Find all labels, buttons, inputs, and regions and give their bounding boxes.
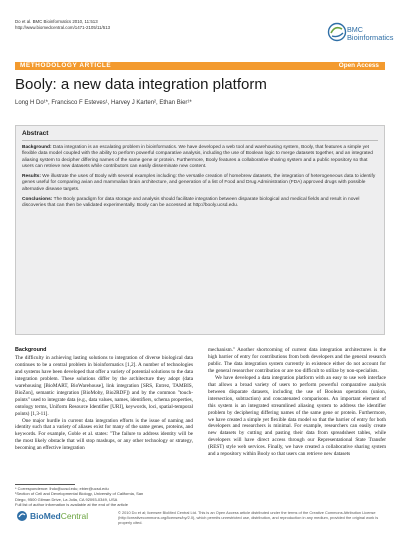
section-heading-background: Background — [15, 347, 47, 353]
open-access-badge: Open Access — [338, 62, 379, 69]
biomed-central-logo[interactable]: BioMedCentral — [16, 510, 86, 522]
affiliation-note: Diego, 9500 Gilman Drive, La Jolla, CA 92093-0349, USA — [15, 496, 118, 502]
footnote-divider — [15, 484, 75, 485]
abstract-conclusions: Conclusions: The Booly paradigm for data storage and analysis should facilitate integration between disparate biological and medical fields and result in novel discoveries that can then be validated experimentally. Booly can be accessed at http://booly.ucsd.edu. — [22, 197, 360, 209]
body-paragraph: We have developed a data integration platform with an easy to use web interface that allows a broad variety of users to perform powerful comparative analysis between disparate datasets, including the use of Boolean operations (union, intersection, subtraction) and concatenated comparisons. An important element of this system is an integrated streamlined aliasing system to address the identifier problem by deciphering differing names of the same gene or protein. Furthermore, we have created a simple yet flexible data model so that the barrier of entry for both developers and researchers is minimal. For example, researchers can easily create new datasets by cutting and pasting their data from spreadsheet tables, while developers will have direct access through our Representational State Transfer (REST) style web services. Finally, we have created a collaborative sharing system and a repository within Booly so that users can retrieve new datasets — [208, 374, 386, 458]
abstract-heading: Abstract — [22, 130, 378, 141]
affiliation-note: ¹Section of Cell and Developmental Biology, University of California, San — [15, 491, 144, 497]
author-info-note: Full list of author information is available at the end of the article — [15, 501, 128, 507]
body-column-right — [208, 347, 386, 458]
running-header — [15, 19, 315, 31]
abstract-box — [15, 125, 385, 335]
body-paragraph: mechanism." Another shortcoming of current data integration architectures is the high barrier of entry for contributions from both developers and the general research public. The data integration system currently in existence either do not account for the general researcher contribution or are too difficult to utilize by non-specialists. — [208, 347, 386, 374]
citation-line: Do et al. BMC Bioinformatics 2010, 11:513 — [15, 19, 98, 24]
abstract-results: Results: We illustrate the uses of Booly with several examples including: the versatile creation of homebrew datasets, the integration of heterogeneous data to identify genes useful for comparing avian and mammalian brain architecture, and generation of a list of Food and Drug Administration (FDA) approved drugs with possible alternative disease targets. — [22, 174, 376, 192]
article-url-link[interactable]: http://www.biomedcentral.com/1471-2105/11/513 — [15, 25, 111, 31]
bmc-bioinformatics-logo[interactable] — [327, 22, 397, 52]
correspondence-note: * Correspondence: lhdo@ucsd.edu; ebier@ucsd.edu — [15, 486, 109, 491]
article-type-banner — [15, 62, 385, 70]
author-list: Long H Do¹*, Francisco F Esteves¹, Harvey J Karten², Ethan Bier¹* — [15, 100, 192, 106]
bmc-swirl-icon — [327, 22, 347, 42]
body-paragraph: The difficulty in achieving lasting solutions to integration of diverse biological data continues to be a central problem in bioinformatics [1,2]. A number of technologies and systems have been developed that offer a variety of potential solutions to the data integration problem. These solutions differ by the architecture they adopt (data warehousing [BioMART, BioWarehouse], link integration [SRS, Entrez, TAMBIS, BioZon], semantic integration [BioMoby, Bio2RDF]) and by the common "touch-points" used to integrate data (e.g., data values, names, identifiers, schema properties, ontology terms, Uniform Resource Identifier [URI], keywords, loci, spatial-temporal points) [1,3-11]. — [15, 354, 193, 417]
body-paragraph: One major hurdle in current data integration efforts is the issue of naming and identity such that a variety of aliases exist for many of the same genes, proteins, and keywords. For example, Goble et al. states: "The failure to address identity will be the most likely obstacle that will stop mashups, or any other technology or strategy, becoming an effective integration — [15, 417, 193, 452]
article-type-label: METHODOLOGY ARTICLE — [20, 62, 112, 69]
copyright-notice: © 2010 Do et al; licensee BioMed Central Ltd. This is an Open Access article distributed under the terms of the Creative Commons Attribution License (http://creativecommons.org/licenses/by/2.0), which permits unrestricted use, distribution, and reproduction in any medium, provided the original work is properly cited. — [118, 510, 379, 526]
footnotes — [15, 486, 195, 507]
journal-name: BMC Bioinformatics — [347, 25, 394, 42]
biomed-central-mark-icon — [16, 510, 28, 522]
abstract-background: Background: Data integration is an escalating problem in bioinformatics. We have developed a web tool and warehousing system, Booly, that features a simple yet flexible data model coupled with the ability to perform powerful comparative analysis, including the use of Boolean logic to merge datasets together, and an integrated aliasing system to decipher differing names of the same gene or protein. Furthermore, Booly features a collaborative sharing system and a public repository so that users can retrieve new datasets while contributors can easily disseminate new content. — [22, 145, 373, 169]
article-title: Booly: a new data integration platform — [15, 76, 267, 93]
body-column-left — [15, 347, 193, 452]
